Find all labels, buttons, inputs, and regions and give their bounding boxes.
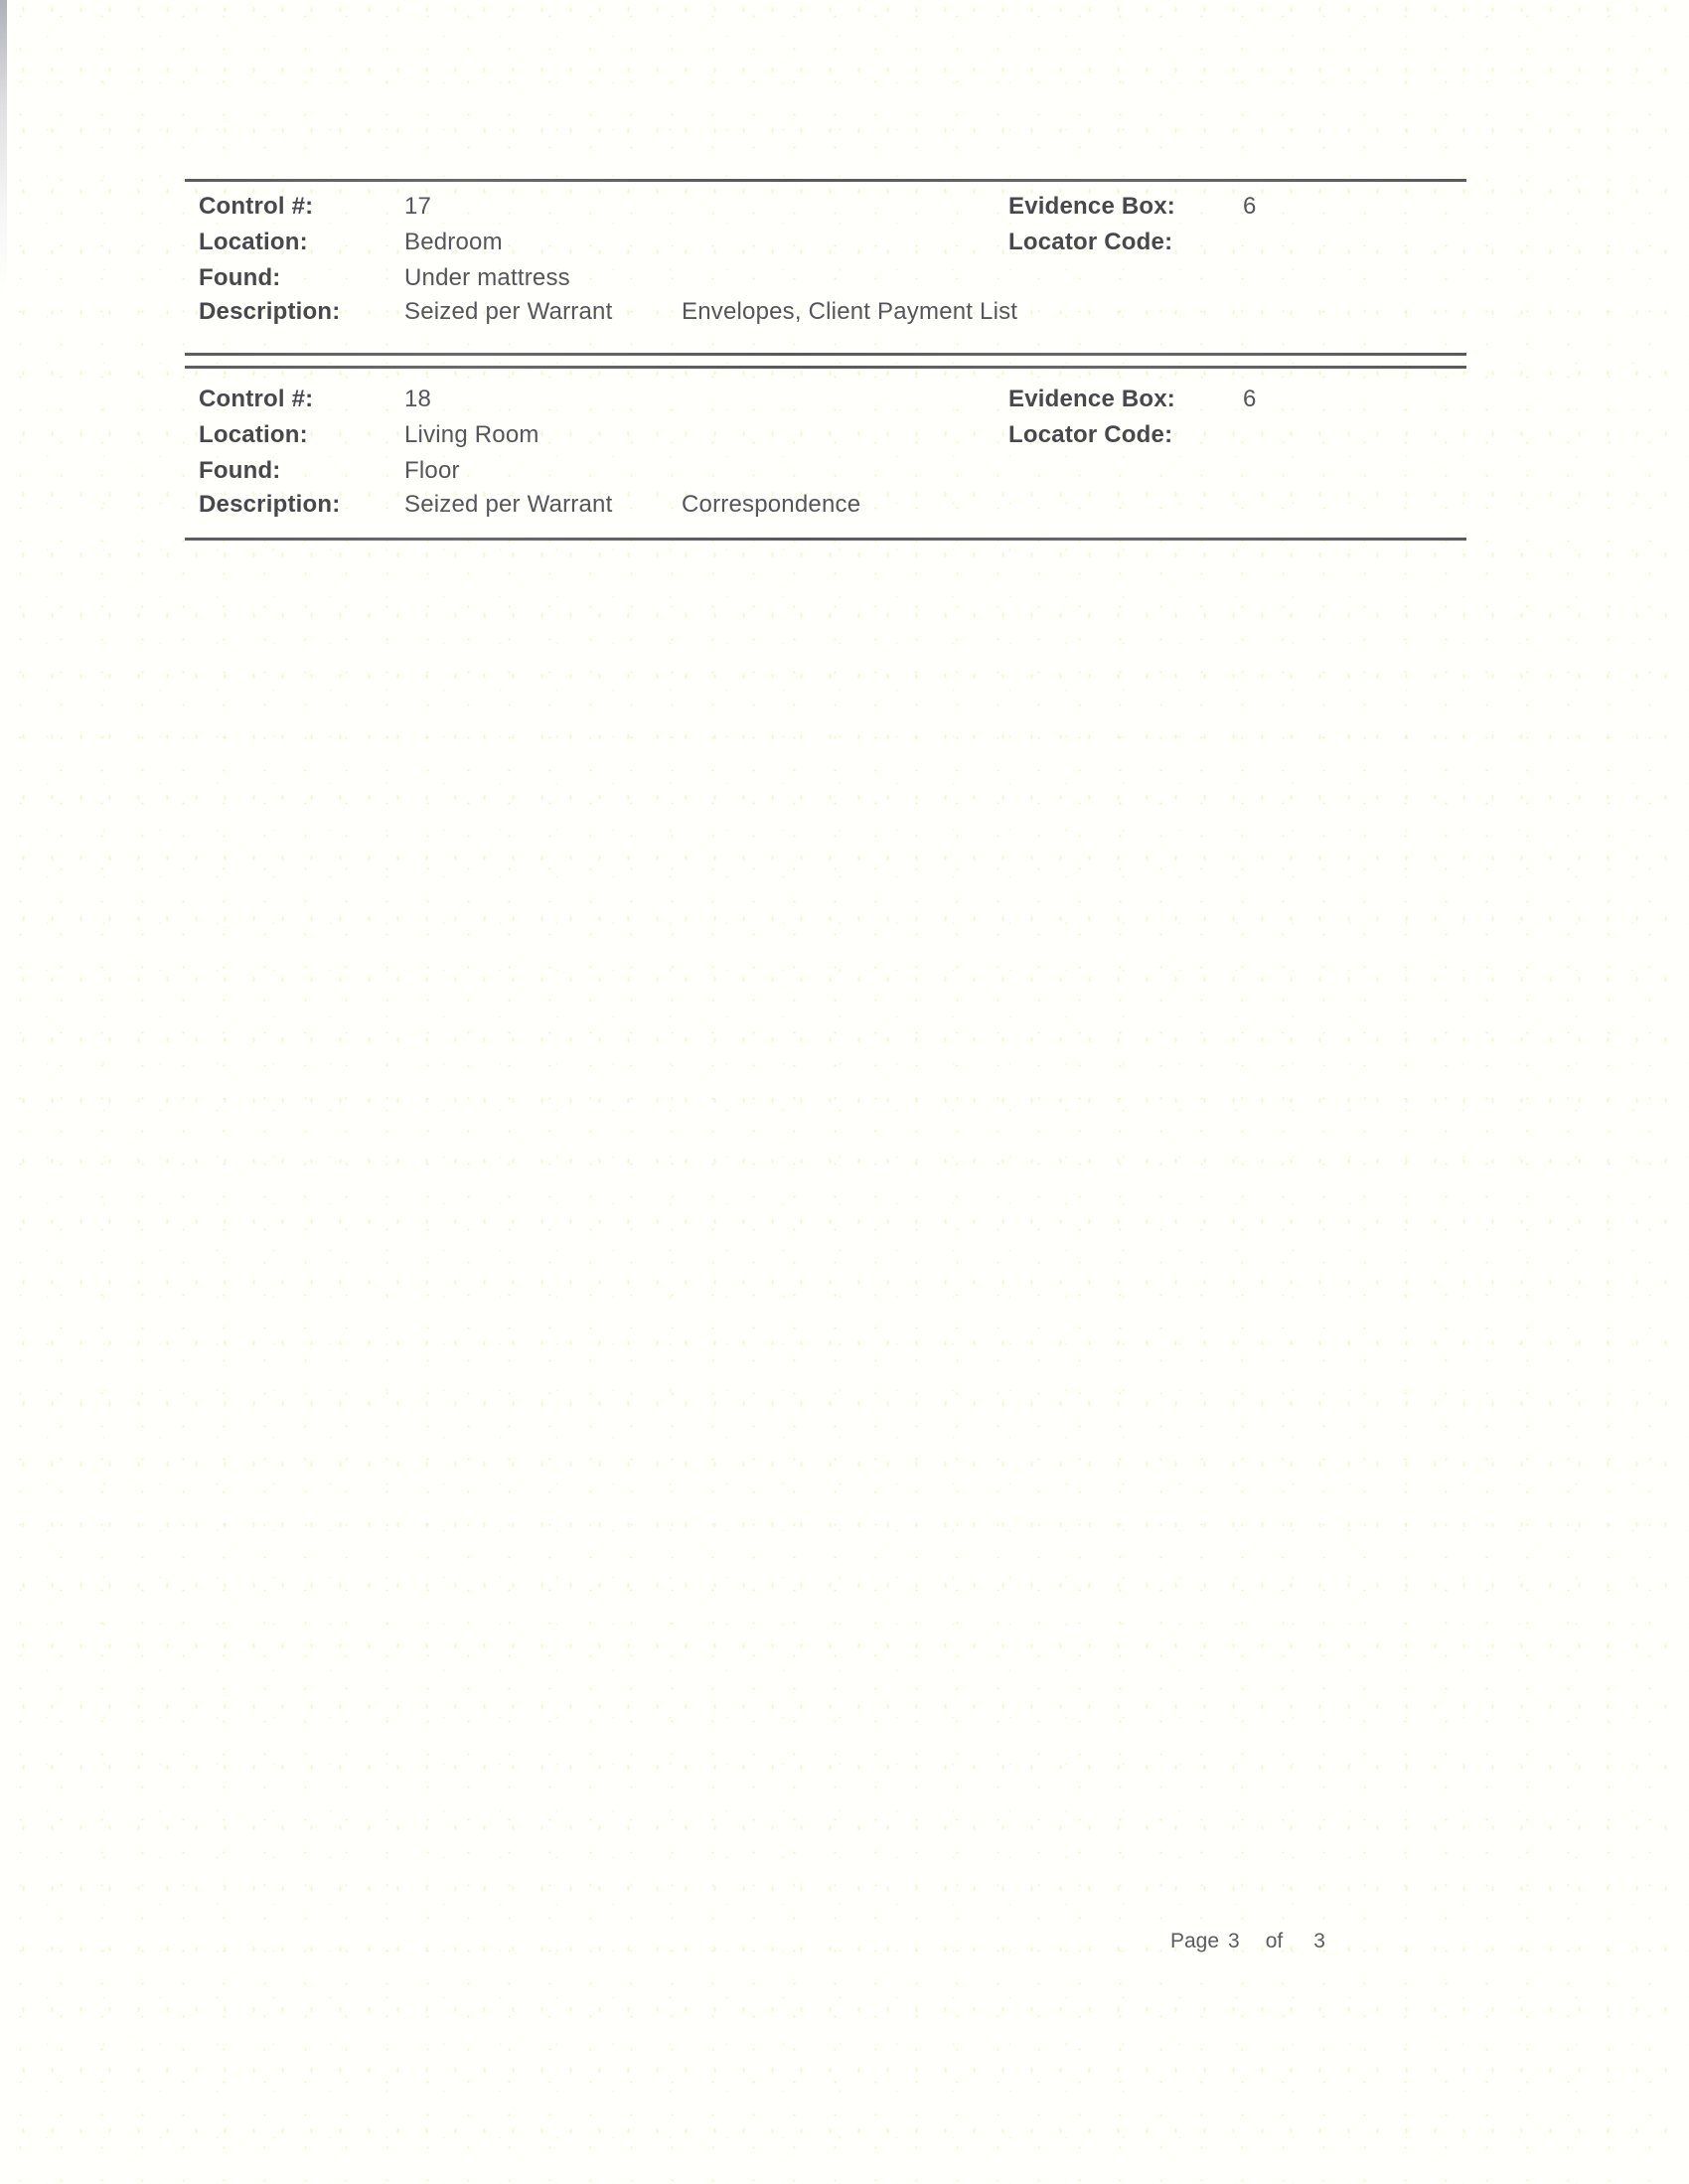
record-separator-line-top bbox=[185, 179, 1466, 182]
description-label: Description: bbox=[199, 491, 341, 518]
found-value: Floor bbox=[404, 457, 460, 484]
evidence-record bbox=[0, 193, 1689, 342]
location-value: Bedroom bbox=[404, 229, 503, 255]
of-label: of bbox=[1265, 1930, 1284, 1952]
found-label: Found: bbox=[199, 264, 281, 291]
page-label: Page bbox=[1170, 1930, 1220, 1952]
record-separator-line-upper bbox=[185, 353, 1466, 356]
locator-code-label: Locator Code: bbox=[1008, 421, 1173, 448]
record-separator-line-bottom bbox=[185, 538, 1466, 541]
control-number-label: Control #: bbox=[199, 193, 314, 220]
location-value: Living Room bbox=[404, 421, 539, 448]
record-row-location bbox=[0, 229, 1689, 262]
current-page-number: 3 bbox=[1228, 1930, 1240, 1952]
location-label: Location: bbox=[199, 421, 308, 448]
record-row-found bbox=[0, 457, 1689, 491]
control-number-label: Control #: bbox=[199, 386, 314, 412]
found-label: Found: bbox=[199, 457, 281, 484]
description-detail: Envelopes, Client Payment List bbox=[682, 298, 1018, 325]
control-number-value: 18 bbox=[404, 386, 432, 412]
record-row-control bbox=[0, 386, 1689, 419]
record-row-description bbox=[0, 298, 1689, 332]
evidence-box-value: 6 bbox=[1243, 193, 1257, 220]
evidence-box-label: Evidence Box: bbox=[1008, 193, 1175, 220]
record-row-location bbox=[0, 421, 1689, 455]
evidence-record bbox=[0, 386, 1689, 535]
description-value: Seized per Warrant bbox=[404, 491, 613, 518]
total-page-number: 3 bbox=[1313, 1930, 1325, 1952]
location-label: Location: bbox=[199, 229, 308, 255]
record-row-control bbox=[0, 193, 1689, 227]
description-detail: Correspondence bbox=[682, 491, 861, 518]
evidence-box-value: 6 bbox=[1243, 386, 1257, 412]
record-separator-line-lower bbox=[185, 366, 1466, 369]
description-label: Description: bbox=[199, 298, 341, 325]
record-row-description bbox=[0, 491, 1689, 525]
locator-code-label: Locator Code: bbox=[1008, 229, 1173, 255]
description-value: Seized per Warrant bbox=[404, 298, 613, 325]
evidence-box-label: Evidence Box: bbox=[1008, 386, 1175, 412]
record-row-found bbox=[0, 264, 1689, 298]
page-number-footer bbox=[1170, 1930, 1325, 1953]
control-number-value: 17 bbox=[404, 193, 432, 220]
found-value: Under mattress bbox=[404, 264, 570, 291]
